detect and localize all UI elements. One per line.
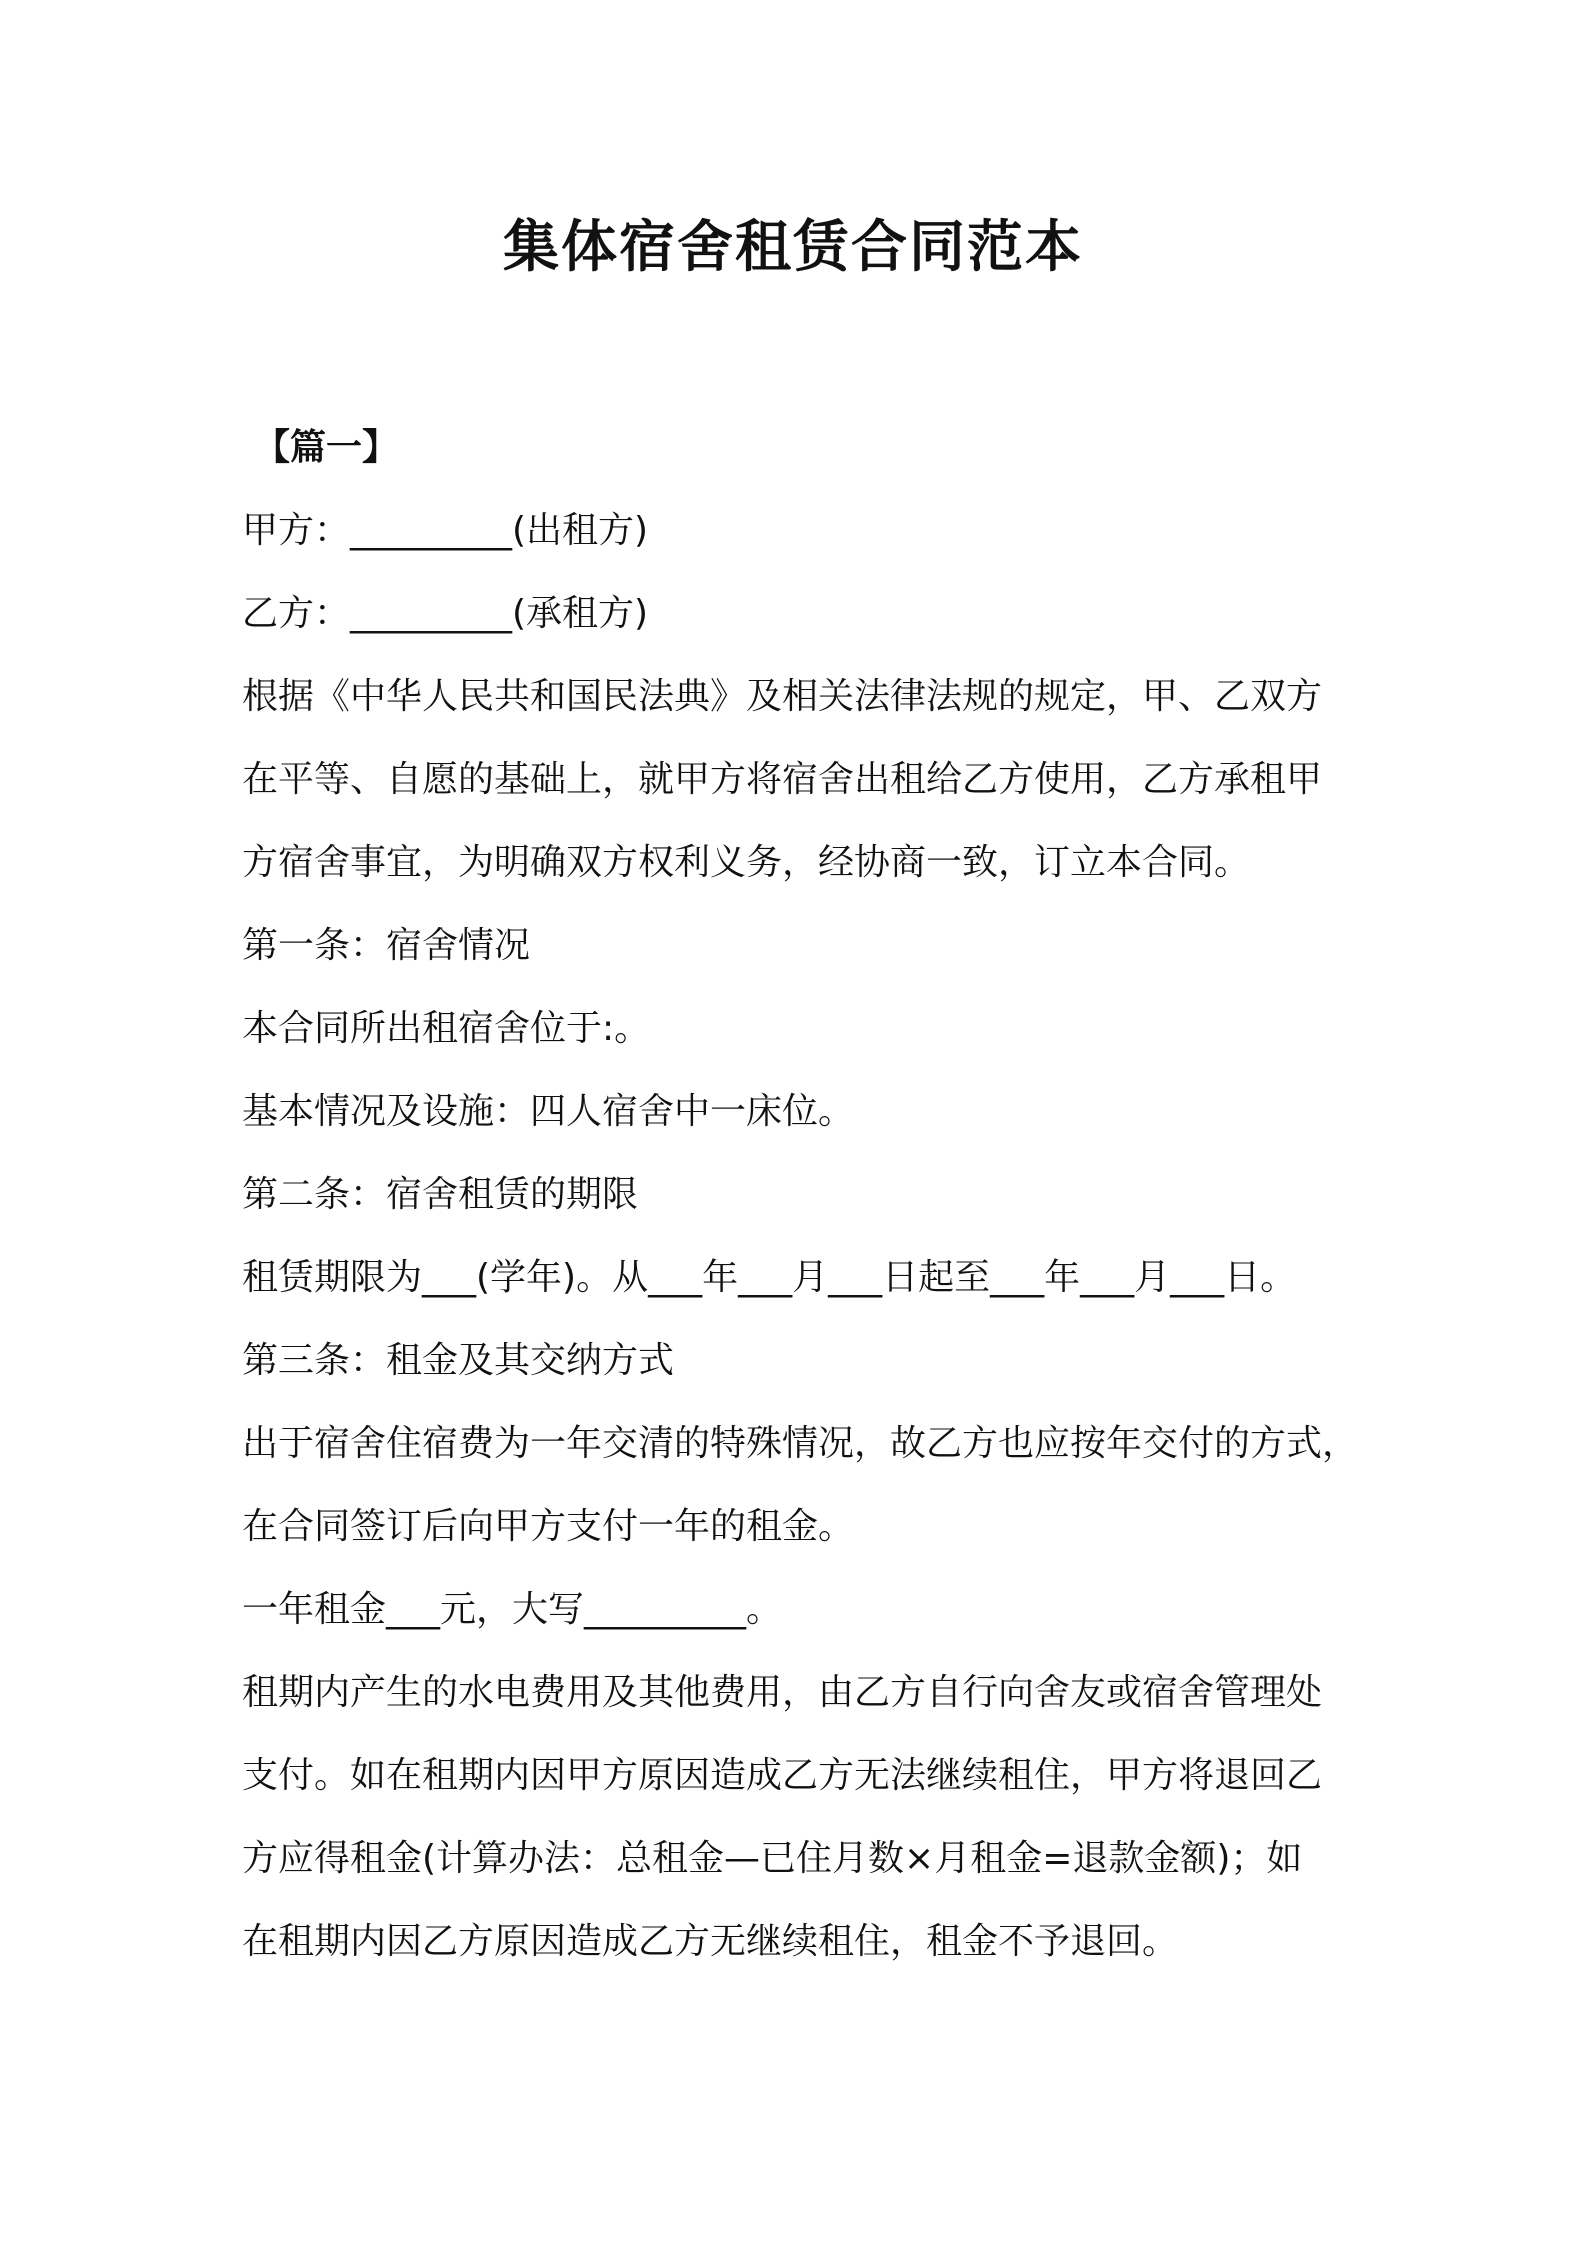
paragraph-line: 租赁期限为___(学年)。从___年___月___日起至___年___月___日。 (242, 1257, 1297, 1298)
paragraph-line: 在合同签订后向甲方支付一年的租金。 (242, 1506, 855, 1547)
document-body (242, 406, 1392, 1983)
party-a-line: 甲方：_________(出租方) (242, 510, 649, 551)
paragraph-line: 支付。如在租期内因甲方原因造成乙方无法继续租住，甲方将退回乙 (242, 1755, 1323, 1796)
paragraph-line: 基本情况及设施：四人宿舍中一床位。 (242, 1091, 855, 1132)
paragraph-line: 出于宿舍住宿费为一年交清的特殊情况，故乙方也应按年交付的方式， (242, 1423, 1359, 1464)
paragraph-line: 在平等、自愿的基础上，就甲方将宿舍出租给乙方使用，乙方承租甲 (242, 759, 1323, 800)
section-tag: 【篇一】 (254, 427, 399, 468)
article-heading: 第一条：宿舍情况 (242, 925, 531, 966)
paragraph-line: 在租期内因乙方原因造成乙方无继续租住，租金不予退回。 (242, 1921, 1179, 1962)
paragraph-line: 本合同所出租宿舍位于:。 (242, 1008, 651, 1049)
paragraph-line: 租期内产生的水电费用及其他费用，由乙方自行向舍友或宿舍管理处 (242, 1672, 1323, 1713)
paragraph-line: 方应得租金(计算办法：总租金—已住月数×月租金=退款金额)；如 (242, 1838, 1303, 1879)
article-heading: 第三条：租金及其交纳方式 (242, 1340, 675, 1381)
party-b-line: 乙方：_________(承租方) (242, 593, 649, 634)
article-heading: 第二条：宿舍租赁的期限 (242, 1174, 639, 1215)
paragraph-line: 一年租金___元，大写_________。 (242, 1589, 783, 1630)
document-title: 集体宿舍租赁合同范本 (503, 215, 1083, 280)
paragraph-line: 方宿舍事宜，为明确双方权利义务，经协商一致，订立本合同。 (242, 842, 1251, 883)
paragraph-line: 根据《中华人民共和国民法典》及相关法律法规的规定，甲、乙双方 (242, 676, 1323, 717)
